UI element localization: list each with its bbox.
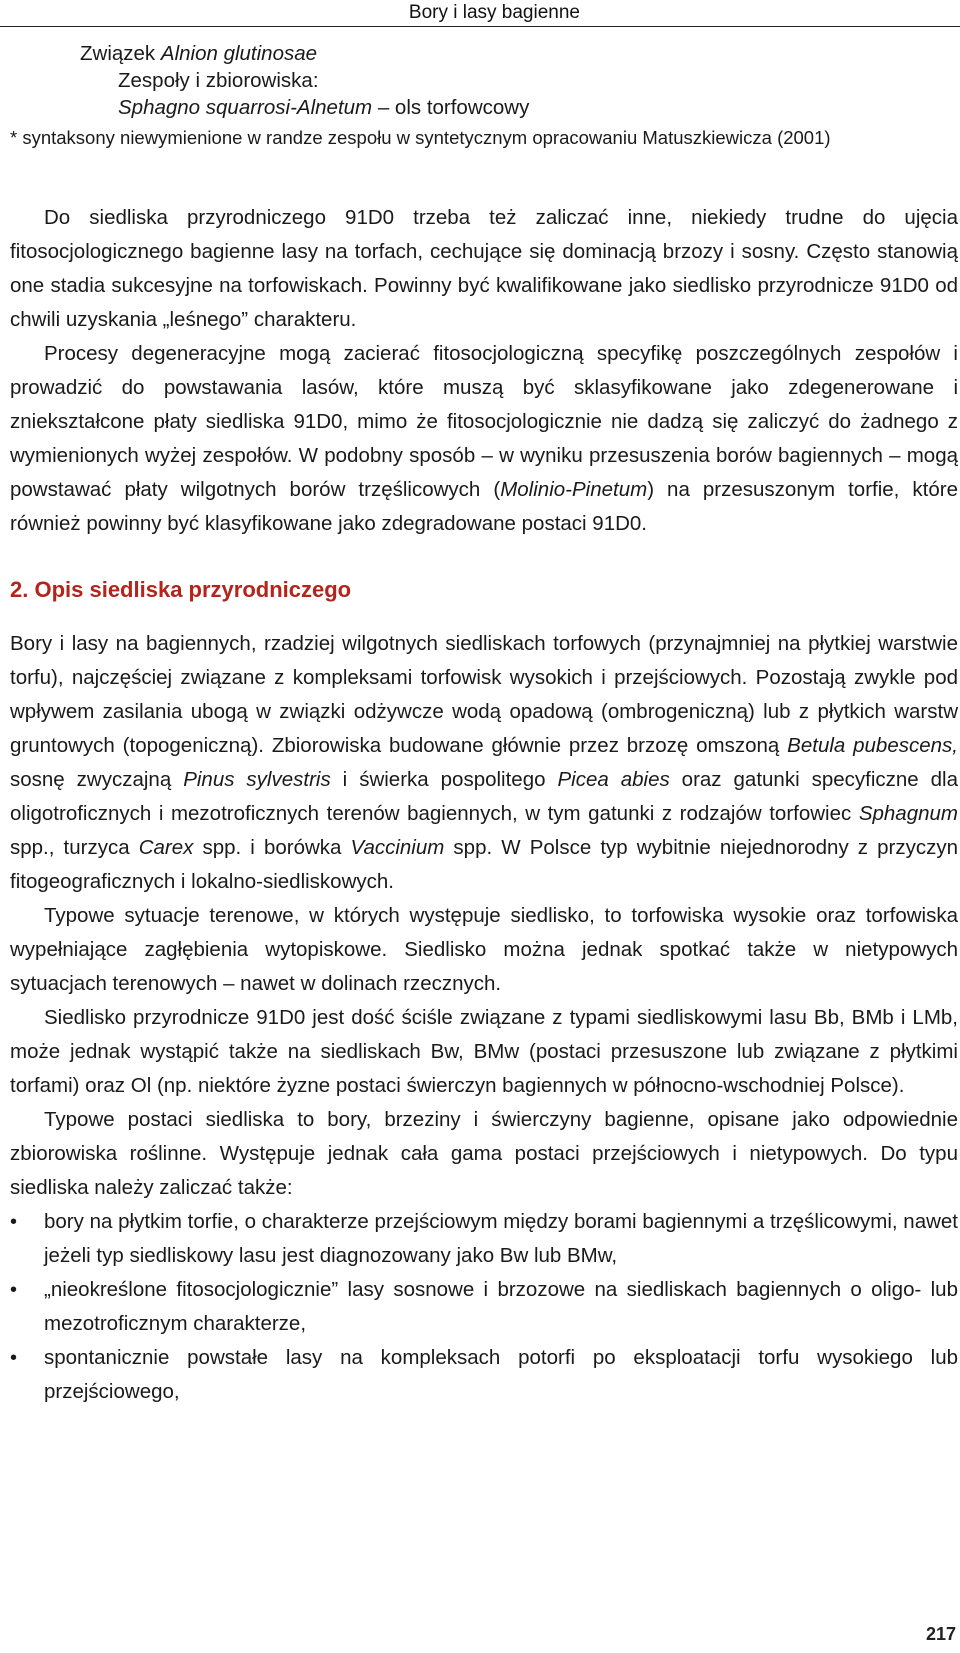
paragraph-habitat-types: Siedlisko przyrodnicze 91D0 jest dość ściśle związane z typami siedliskowymi lasu Bb, BMb i LMb, może jednak wystąpić także na siedliskach Bw, BMw (postaci przesuszone lub związane z płytkimi torfami) oraz Ol (np. niektóre żyzne postaci świerczyn bagiennych w północno-wschodniej Polsce). (10, 1006, 958, 1097)
paragraph-degeneration: Procesy degeneracyjne mogą zacierać fitosocjologiczną specyfikę poszczególnych zespołów i prowadzić do powstawania lasów, które muszą być sklasyfikowane jako zdegenerowane i zniekształcone płaty siedliska 91D0, mimo że fitosocjologicznie nie dadzą się zaliczyć do żadnego z wymienionych wyżej zespołów. W podobny sposób – w wyniku przesuszenia borów bagiennych – mogą powstawać płaty wilgotnych borów trzęślicowych (Molinio-Pinetum) na przesuszonym torfie, które również powinny być klasyfikowane jako zdegradowane postaci 91D0. (10, 342, 958, 535)
running-header (0, 0, 960, 27)
list-item: • spontanicznie powstałe lasy na kompleksach potorfi po eksploatacji torfu wysokiego lub przejściowego, (10, 1341, 958, 1409)
section-heading: 2. Opis siedliska przyrodniczego (10, 577, 352, 602)
running-title: Bory i lasy bagienne (408, 2, 580, 23)
bullet-icon: • (10, 1211, 18, 1233)
list-item: • „nieokreślone fitosocjologicznie” lasy sosnowe i brzozowe na siedliskach bagiennych o oligo- lub mezotroficznym charakterze, (10, 1273, 958, 1341)
bullet-list (10, 1205, 958, 1409)
association-name: Alnion glutinosae (160, 42, 318, 65)
paragraph-terrain: Typowe sytuacje terenowe, w których występuje siedlisko, to torfowiska wysokie oraz torfowiska wypełniające zagłębienia wytopiskowe. Siedlisko można jednak spotkać także w nietypowych sytuacjach terenowych – nawet w dolinach rzecznych. (10, 904, 958, 995)
page-number: 217 (925, 1624, 956, 1644)
community-line: Sphagno squarrosi-Alnetum – ols torfowcowy (118, 96, 530, 119)
association-line: Związek Alnion glutinosae (80, 42, 318, 65)
page-content (10, 40, 958, 1409)
paragraph-typical-forms: Typowe postaci siedliska to bory, brzeziny i świerczyny bagienne, opisane jako odpowiednie zbiorowiska roślinne. Występuje jednak cała gama postaci przejściowych i nietypowych. Do typu siedliska należy zaliczać także: (10, 1108, 958, 1199)
bullet-icon: • (10, 1279, 18, 1301)
list-item: • bory na płytkim torfie, o charakterze przejściowym między borami bagiennymi a trzęślicowymi, nawet jeżeli typ siedliskowy lasu jest diagnozowany jako Bw lub BMw, (10, 1205, 958, 1273)
bullet-icon: • (10, 1347, 18, 1369)
footnote: * syntaksony niewymienione w randze zespołu w syntetycznym opracowaniu Matuszkiewicza (2001) (10, 127, 831, 148)
paragraph-intro: Do siedliska przyrodniczego 91D0 trzeba też zaliczać inne, niekiedy trudne do ujęcia fitosocjologicznego bagienne lasy na torfach, cechujące się dominacją brzozy i sosny. Często stanowią one stadia sukcesyjne na torfowiskach. Powinny być kwalifikowane jako siedlisko przyrodnicze 91D0 od chwili uzyskania „leśnego” charakteru. (10, 206, 958, 331)
community-name: Sphagno squarrosi-Alnetum (118, 96, 373, 119)
association-block (80, 40, 958, 121)
paragraph-description: Bory i lasy na bagiennych, rzadziej wilgotnych siedliskach torfowych (przynajmniej na płytkiej warstwie torfu), najczęściej związane z kompleksami torfowisk wysokich i przejściowych. Pozostają zwykle pod wpływem zasilania ubogą w związki odżywcze wodą opadową (ombrogeniczną) lub z płytkich warstw gruntowych (topogeniczną). Zbiorowiska budowane głównie przez brzozę omszoną Betula pubescens, sosnę zwyczajną Pinus sylvestris i świerka pospolitego Picea abies oraz gatunki specyficzne dla oligotroficznych i mezotroficznych terenów bagiennych, w tym gatunki z rodzajów torfowiec Sphagnum spp., turzyca Carex spp. i borówka Vaccinium spp. W Polsce typ wybitnie niejednorodny z przyczyn fitogeograficznych i lokalno-siedliskowych. (10, 632, 958, 893)
association-subtitle: Zespoły i zbiorowiska: (118, 69, 319, 92)
